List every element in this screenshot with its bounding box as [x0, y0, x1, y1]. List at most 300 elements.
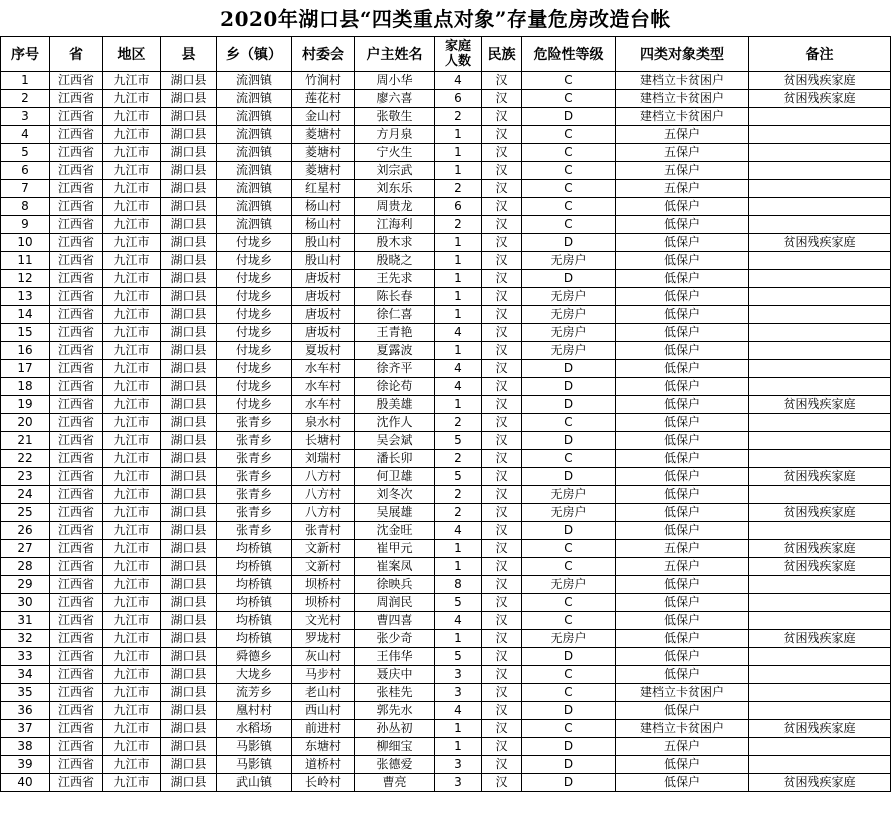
cell-danger-level: D: [522, 396, 616, 414]
cell-ethnicity: 汉: [482, 540, 522, 558]
cell-danger-level: 无房户: [522, 252, 616, 270]
cell-ethnicity: 汉: [482, 468, 522, 486]
cell-seq: 36: [1, 702, 50, 720]
cell-remark: 贫困残疾家庭: [749, 468, 891, 486]
cell-region: 九江市: [103, 648, 161, 666]
cell-owner: 吴会斌: [355, 432, 435, 450]
cell-township: 流泗镇: [217, 90, 292, 108]
cell-township: 流芳乡: [217, 684, 292, 702]
cell-county: 湖口县: [161, 252, 217, 270]
cell-owner: 廖六喜: [355, 90, 435, 108]
cell-province: 江西省: [50, 774, 103, 792]
cell-category: 建档立卡贫困户: [616, 108, 749, 126]
cell-county: 湖口县: [161, 306, 217, 324]
cell-county: 湖口县: [161, 180, 217, 198]
cell-county: 湖口县: [161, 396, 217, 414]
cell-family-size: 4: [435, 702, 482, 720]
table-row: [1, 738, 891, 756]
cell-category: 低保户: [616, 468, 749, 486]
header-region: 地区: [103, 37, 161, 72]
cell-county: 湖口县: [161, 774, 217, 792]
cell-category: 低保户: [616, 450, 749, 468]
cell-seq: 29: [1, 576, 50, 594]
table-row: [1, 594, 891, 612]
cell-province: 江西省: [50, 630, 103, 648]
cell-township: 均桥镇: [217, 558, 292, 576]
cell-ethnicity: 汉: [482, 90, 522, 108]
cell-county: 湖口县: [161, 576, 217, 594]
table-row: [1, 630, 891, 648]
cell-village: 前进村: [292, 720, 355, 738]
cell-danger-level: C: [522, 612, 616, 630]
cell-family-size: 1: [435, 540, 482, 558]
cell-category: 低保户: [616, 648, 749, 666]
table-row: [1, 108, 891, 126]
cell-seq: 25: [1, 504, 50, 522]
cell-ethnicity: 汉: [482, 342, 522, 360]
cell-seq: 35: [1, 684, 50, 702]
cell-village: 八方村: [292, 504, 355, 522]
cell-province: 江西省: [50, 576, 103, 594]
cell-category: 低保户: [616, 756, 749, 774]
cell-region: 九江市: [103, 630, 161, 648]
cell-danger-level: 无房户: [522, 486, 616, 504]
cell-township: 流泗镇: [217, 162, 292, 180]
cell-village: 西山村: [292, 702, 355, 720]
cell-township: 付垅乡: [217, 342, 292, 360]
cell-village: 刘瑞村: [292, 450, 355, 468]
cell-remark: [749, 360, 891, 378]
cell-family-size: 1: [435, 558, 482, 576]
cell-seq: 40: [1, 774, 50, 792]
cell-county: 湖口县: [161, 108, 217, 126]
cell-region: 九江市: [103, 396, 161, 414]
cell-remark: [749, 432, 891, 450]
cell-remark: [749, 594, 891, 612]
cell-owner: 陈长春: [355, 288, 435, 306]
table-row: [1, 684, 891, 702]
cell-province: 江西省: [50, 180, 103, 198]
cell-category: 低保户: [616, 774, 749, 792]
cell-seq: 15: [1, 324, 50, 342]
cell-category: 五保户: [616, 180, 749, 198]
cell-remark: [749, 252, 891, 270]
header-township: 乡（镇）: [217, 37, 292, 72]
cell-county: 湖口县: [161, 432, 217, 450]
cell-village: 灰山村: [292, 648, 355, 666]
cell-township: 付垅乡: [217, 324, 292, 342]
cell-ethnicity: 汉: [482, 522, 522, 540]
cell-region: 九江市: [103, 504, 161, 522]
cell-province: 江西省: [50, 324, 103, 342]
cell-category: 低保户: [616, 666, 749, 684]
cell-category: 低保户: [616, 486, 749, 504]
cell-remark: 贫困残疾家庭: [749, 90, 891, 108]
cell-family-size: 3: [435, 684, 482, 702]
cell-province: 江西省: [50, 252, 103, 270]
cell-ethnicity: 汉: [482, 558, 522, 576]
header-family-size-line1: 家庭: [444, 39, 471, 54]
cell-owner: 周润民: [355, 594, 435, 612]
cell-seq: 32: [1, 630, 50, 648]
cell-owner: 殷美雄: [355, 396, 435, 414]
header-family-size-line2: 人数: [444, 54, 471, 69]
cell-category: 低保户: [616, 702, 749, 720]
cell-region: 九江市: [103, 774, 161, 792]
cell-village: 文新村: [292, 558, 355, 576]
cell-ethnicity: 汉: [482, 648, 522, 666]
cell-county: 湖口县: [161, 684, 217, 702]
cell-province: 江西省: [50, 396, 103, 414]
cell-danger-level: C: [522, 216, 616, 234]
cell-remark: [749, 666, 891, 684]
cell-owner: 刘冬次: [355, 486, 435, 504]
cell-region: 九江市: [103, 72, 161, 90]
cell-danger-level: D: [522, 234, 616, 252]
cell-family-size: 1: [435, 270, 482, 288]
cell-village: 老山村: [292, 684, 355, 702]
table-row: [1, 558, 891, 576]
cell-township: 流泗镇: [217, 180, 292, 198]
cell-township: 流泗镇: [217, 216, 292, 234]
cell-township: 均桥镇: [217, 540, 292, 558]
cell-province: 江西省: [50, 540, 103, 558]
cell-remark: [749, 522, 891, 540]
cell-remark: [749, 648, 891, 666]
cell-county: 湖口县: [161, 468, 217, 486]
cell-province: 江西省: [50, 414, 103, 432]
cell-township: 舜德乡: [217, 648, 292, 666]
cell-seq: 30: [1, 594, 50, 612]
cell-category: 五保户: [616, 540, 749, 558]
cell-danger-level: C: [522, 594, 616, 612]
cell-category: 五保户: [616, 738, 749, 756]
cell-remark: [749, 612, 891, 630]
cell-region: 九江市: [103, 342, 161, 360]
cell-owner: 张少奇: [355, 630, 435, 648]
cell-seq: 20: [1, 414, 50, 432]
cell-province: 江西省: [50, 90, 103, 108]
cell-remark: 贫困残疾家庭: [749, 630, 891, 648]
header-village: 村委会: [292, 37, 355, 72]
table-row: [1, 126, 891, 144]
cell-township: 均桥镇: [217, 630, 292, 648]
cell-owner: 徐仁喜: [355, 306, 435, 324]
cell-seq: 27: [1, 540, 50, 558]
cell-category: 低保户: [616, 576, 749, 594]
cell-remark: [749, 702, 891, 720]
cell-ethnicity: 汉: [482, 126, 522, 144]
header-family-size: [435, 37, 482, 72]
cell-seq: 24: [1, 486, 50, 504]
cell-category: 建档立卡贫困户: [616, 90, 749, 108]
cell-remark: [749, 684, 891, 702]
cell-township: 均桥镇: [217, 612, 292, 630]
cell-family-size: 1: [435, 720, 482, 738]
table-row: [1, 180, 891, 198]
cell-ethnicity: 汉: [482, 486, 522, 504]
cell-township: 流泗镇: [217, 108, 292, 126]
cell-village: 文光村: [292, 612, 355, 630]
cell-ethnicity: 汉: [482, 234, 522, 252]
cell-owner: 崔甲元: [355, 540, 435, 558]
cell-village: 坝桥村: [292, 594, 355, 612]
cell-province: 江西省: [50, 594, 103, 612]
table-row: [1, 144, 891, 162]
cell-township: 张青乡: [217, 522, 292, 540]
cell-township: 张青乡: [217, 432, 292, 450]
cell-danger-level: C: [522, 684, 616, 702]
cell-danger-level: D: [522, 648, 616, 666]
cell-region: 九江市: [103, 540, 161, 558]
table-row: [1, 162, 891, 180]
cell-danger-level: C: [522, 414, 616, 432]
cell-ethnicity: 汉: [482, 594, 522, 612]
cell-remark: [749, 342, 891, 360]
cell-category: 低保户: [616, 288, 749, 306]
cell-county: 湖口县: [161, 756, 217, 774]
cell-village: 唐坂村: [292, 270, 355, 288]
cell-county: 湖口县: [161, 162, 217, 180]
page-title: 2020年湖口县“四类重点对象”存量危房改造台帐: [220, 7, 671, 31]
cell-ethnicity: 汉: [482, 720, 522, 738]
cell-province: 江西省: [50, 162, 103, 180]
cell-province: 江西省: [50, 288, 103, 306]
cell-seq: 17: [1, 360, 50, 378]
cell-family-size: 4: [435, 612, 482, 630]
cell-remark: [749, 576, 891, 594]
table-row: [1, 324, 891, 342]
cell-seq: 28: [1, 558, 50, 576]
cell-township: 马影镇: [217, 756, 292, 774]
cell-province: 江西省: [50, 558, 103, 576]
cell-county: 湖口县: [161, 288, 217, 306]
cell-province: 江西省: [50, 342, 103, 360]
cell-family-size: 5: [435, 648, 482, 666]
cell-village: 杨山村: [292, 216, 355, 234]
cell-danger-level: C: [522, 720, 616, 738]
table-row: [1, 396, 891, 414]
cell-family-size: 1: [435, 306, 482, 324]
cell-danger-level: 无房户: [522, 576, 616, 594]
cell-family-size: 5: [435, 468, 482, 486]
cell-region: 九江市: [103, 108, 161, 126]
cell-family-size: 1: [435, 144, 482, 162]
cell-seq: 34: [1, 666, 50, 684]
cell-category: 低保户: [616, 594, 749, 612]
table-row: [1, 666, 891, 684]
cell-region: 九江市: [103, 144, 161, 162]
table-row: [1, 198, 891, 216]
cell-county: 湖口县: [161, 504, 217, 522]
cell-province: 江西省: [50, 468, 103, 486]
cell-county: 湖口县: [161, 594, 217, 612]
table-row: [1, 522, 891, 540]
cell-township: 张青乡: [217, 486, 292, 504]
cell-owner: 王青艳: [355, 324, 435, 342]
cell-ethnicity: 汉: [482, 270, 522, 288]
cell-remark: [749, 162, 891, 180]
cell-category: 建档立卡贫困户: [616, 72, 749, 90]
cell-county: 湖口县: [161, 378, 217, 396]
cell-category: 低保户: [616, 324, 749, 342]
cell-family-size: 6: [435, 90, 482, 108]
cell-region: 九江市: [103, 468, 161, 486]
cell-danger-level: C: [522, 198, 616, 216]
cell-family-size: 5: [435, 594, 482, 612]
table-row: [1, 342, 891, 360]
cell-county: 湖口县: [161, 522, 217, 540]
cell-owner: 徐映兵: [355, 576, 435, 594]
cell-province: 江西省: [50, 378, 103, 396]
cell-village: 文新村: [292, 540, 355, 558]
cell-remark: 贫困残疾家庭: [749, 774, 891, 792]
header-row: [1, 37, 891, 72]
cell-owner: 沈作人: [355, 414, 435, 432]
cell-ethnicity: 汉: [482, 162, 522, 180]
cell-township: 马影镇: [217, 738, 292, 756]
cell-seq: 14: [1, 306, 50, 324]
cell-category: 低保户: [616, 306, 749, 324]
cell-category: 低保户: [616, 504, 749, 522]
cell-category: 五保户: [616, 162, 749, 180]
cell-province: 江西省: [50, 306, 103, 324]
cell-danger-level: 无房户: [522, 630, 616, 648]
cell-seq: 23: [1, 468, 50, 486]
cell-category: 低保户: [616, 234, 749, 252]
cell-village: 唐坂村: [292, 288, 355, 306]
cell-village: 唐坂村: [292, 306, 355, 324]
cell-family-size: 8: [435, 576, 482, 594]
cell-owner: 崔案凤: [355, 558, 435, 576]
cell-owner: 刘东乐: [355, 180, 435, 198]
cell-township: 流泗镇: [217, 198, 292, 216]
cell-seq: 5: [1, 144, 50, 162]
cell-village: 水车村: [292, 378, 355, 396]
cell-village: 罗垅村: [292, 630, 355, 648]
cell-province: 江西省: [50, 360, 103, 378]
cell-province: 江西省: [50, 432, 103, 450]
table-row: [1, 378, 891, 396]
cell-ethnicity: 汉: [482, 252, 522, 270]
cell-county: 湖口县: [161, 630, 217, 648]
cell-village: 杨山村: [292, 198, 355, 216]
cell-seq: 31: [1, 612, 50, 630]
cell-remark: 贫困残疾家庭: [749, 234, 891, 252]
cell-seq: 1: [1, 72, 50, 90]
cell-county: 湖口县: [161, 738, 217, 756]
cell-family-size: 3: [435, 756, 482, 774]
cell-ethnicity: 汉: [482, 504, 522, 522]
cell-ethnicity: 汉: [482, 180, 522, 198]
cell-village: 长岭村: [292, 774, 355, 792]
header-category: 四类对象类型: [616, 37, 749, 72]
cell-township: 付垅乡: [217, 396, 292, 414]
cell-province: 江西省: [50, 144, 103, 162]
cell-ethnicity: 汉: [482, 738, 522, 756]
table-row: [1, 540, 891, 558]
cell-owner: 张桂先: [355, 684, 435, 702]
cell-family-size: 4: [435, 324, 482, 342]
cell-danger-level: C: [522, 666, 616, 684]
cell-county: 湖口县: [161, 720, 217, 738]
cell-ethnicity: 汉: [482, 450, 522, 468]
table-row: [1, 720, 891, 738]
cell-danger-level: 无房户: [522, 342, 616, 360]
cell-remark: [749, 288, 891, 306]
cell-region: 九江市: [103, 270, 161, 288]
cell-region: 九江市: [103, 324, 161, 342]
cell-county: 湖口县: [161, 324, 217, 342]
cell-province: 江西省: [50, 216, 103, 234]
table-row: [1, 234, 891, 252]
cell-ethnicity: 汉: [482, 612, 522, 630]
cell-township: 武山镇: [217, 774, 292, 792]
cell-danger-level: D: [522, 108, 616, 126]
cell-region: 九江市: [103, 306, 161, 324]
cell-seq: 19: [1, 396, 50, 414]
cell-township: 张青乡: [217, 450, 292, 468]
cell-seq: 10: [1, 234, 50, 252]
cell-category: 低保户: [616, 360, 749, 378]
cell-danger-level: D: [522, 468, 616, 486]
cell-region: 九江市: [103, 522, 161, 540]
cell-ethnicity: 汉: [482, 684, 522, 702]
cell-danger-level: C: [522, 450, 616, 468]
cell-township: 张青乡: [217, 504, 292, 522]
cell-village: 菱塘村: [292, 162, 355, 180]
cell-family-size: 2: [435, 216, 482, 234]
cell-region: 九江市: [103, 594, 161, 612]
header-danger-level: 危险性等级: [522, 37, 616, 72]
cell-family-size: 2: [435, 414, 482, 432]
cell-township: 付垅乡: [217, 252, 292, 270]
table-row: [1, 648, 891, 666]
cell-township: 付垅乡: [217, 234, 292, 252]
cell-family-size: 6: [435, 198, 482, 216]
table-row: [1, 468, 891, 486]
cell-province: 江西省: [50, 198, 103, 216]
cell-township: 均桥镇: [217, 594, 292, 612]
cell-remark: 贫困残疾家庭: [749, 396, 891, 414]
cell-province: 江西省: [50, 450, 103, 468]
cell-owner: 何卫雄: [355, 468, 435, 486]
cell-village: 夏坂村: [292, 342, 355, 360]
table-row: [1, 270, 891, 288]
cell-family-size: 2: [435, 450, 482, 468]
table-row: [1, 612, 891, 630]
cell-remark: [749, 486, 891, 504]
cell-family-size: 1: [435, 288, 482, 306]
cell-category: 五保户: [616, 144, 749, 162]
cell-category: 低保户: [616, 342, 749, 360]
cell-danger-level: C: [522, 180, 616, 198]
cell-region: 九江市: [103, 360, 161, 378]
table-row: [1, 252, 891, 270]
cell-owner: 柳细宝: [355, 738, 435, 756]
cell-owner: 徐齐平: [355, 360, 435, 378]
cell-seq: 39: [1, 756, 50, 774]
cell-province: 江西省: [50, 756, 103, 774]
cell-seq: 13: [1, 288, 50, 306]
cell-remark: [749, 180, 891, 198]
cell-family-size: 1: [435, 234, 482, 252]
table-row: [1, 360, 891, 378]
cell-category: 五保户: [616, 558, 749, 576]
cell-province: 江西省: [50, 702, 103, 720]
cell-danger-level: D: [522, 774, 616, 792]
cell-county: 湖口县: [161, 234, 217, 252]
